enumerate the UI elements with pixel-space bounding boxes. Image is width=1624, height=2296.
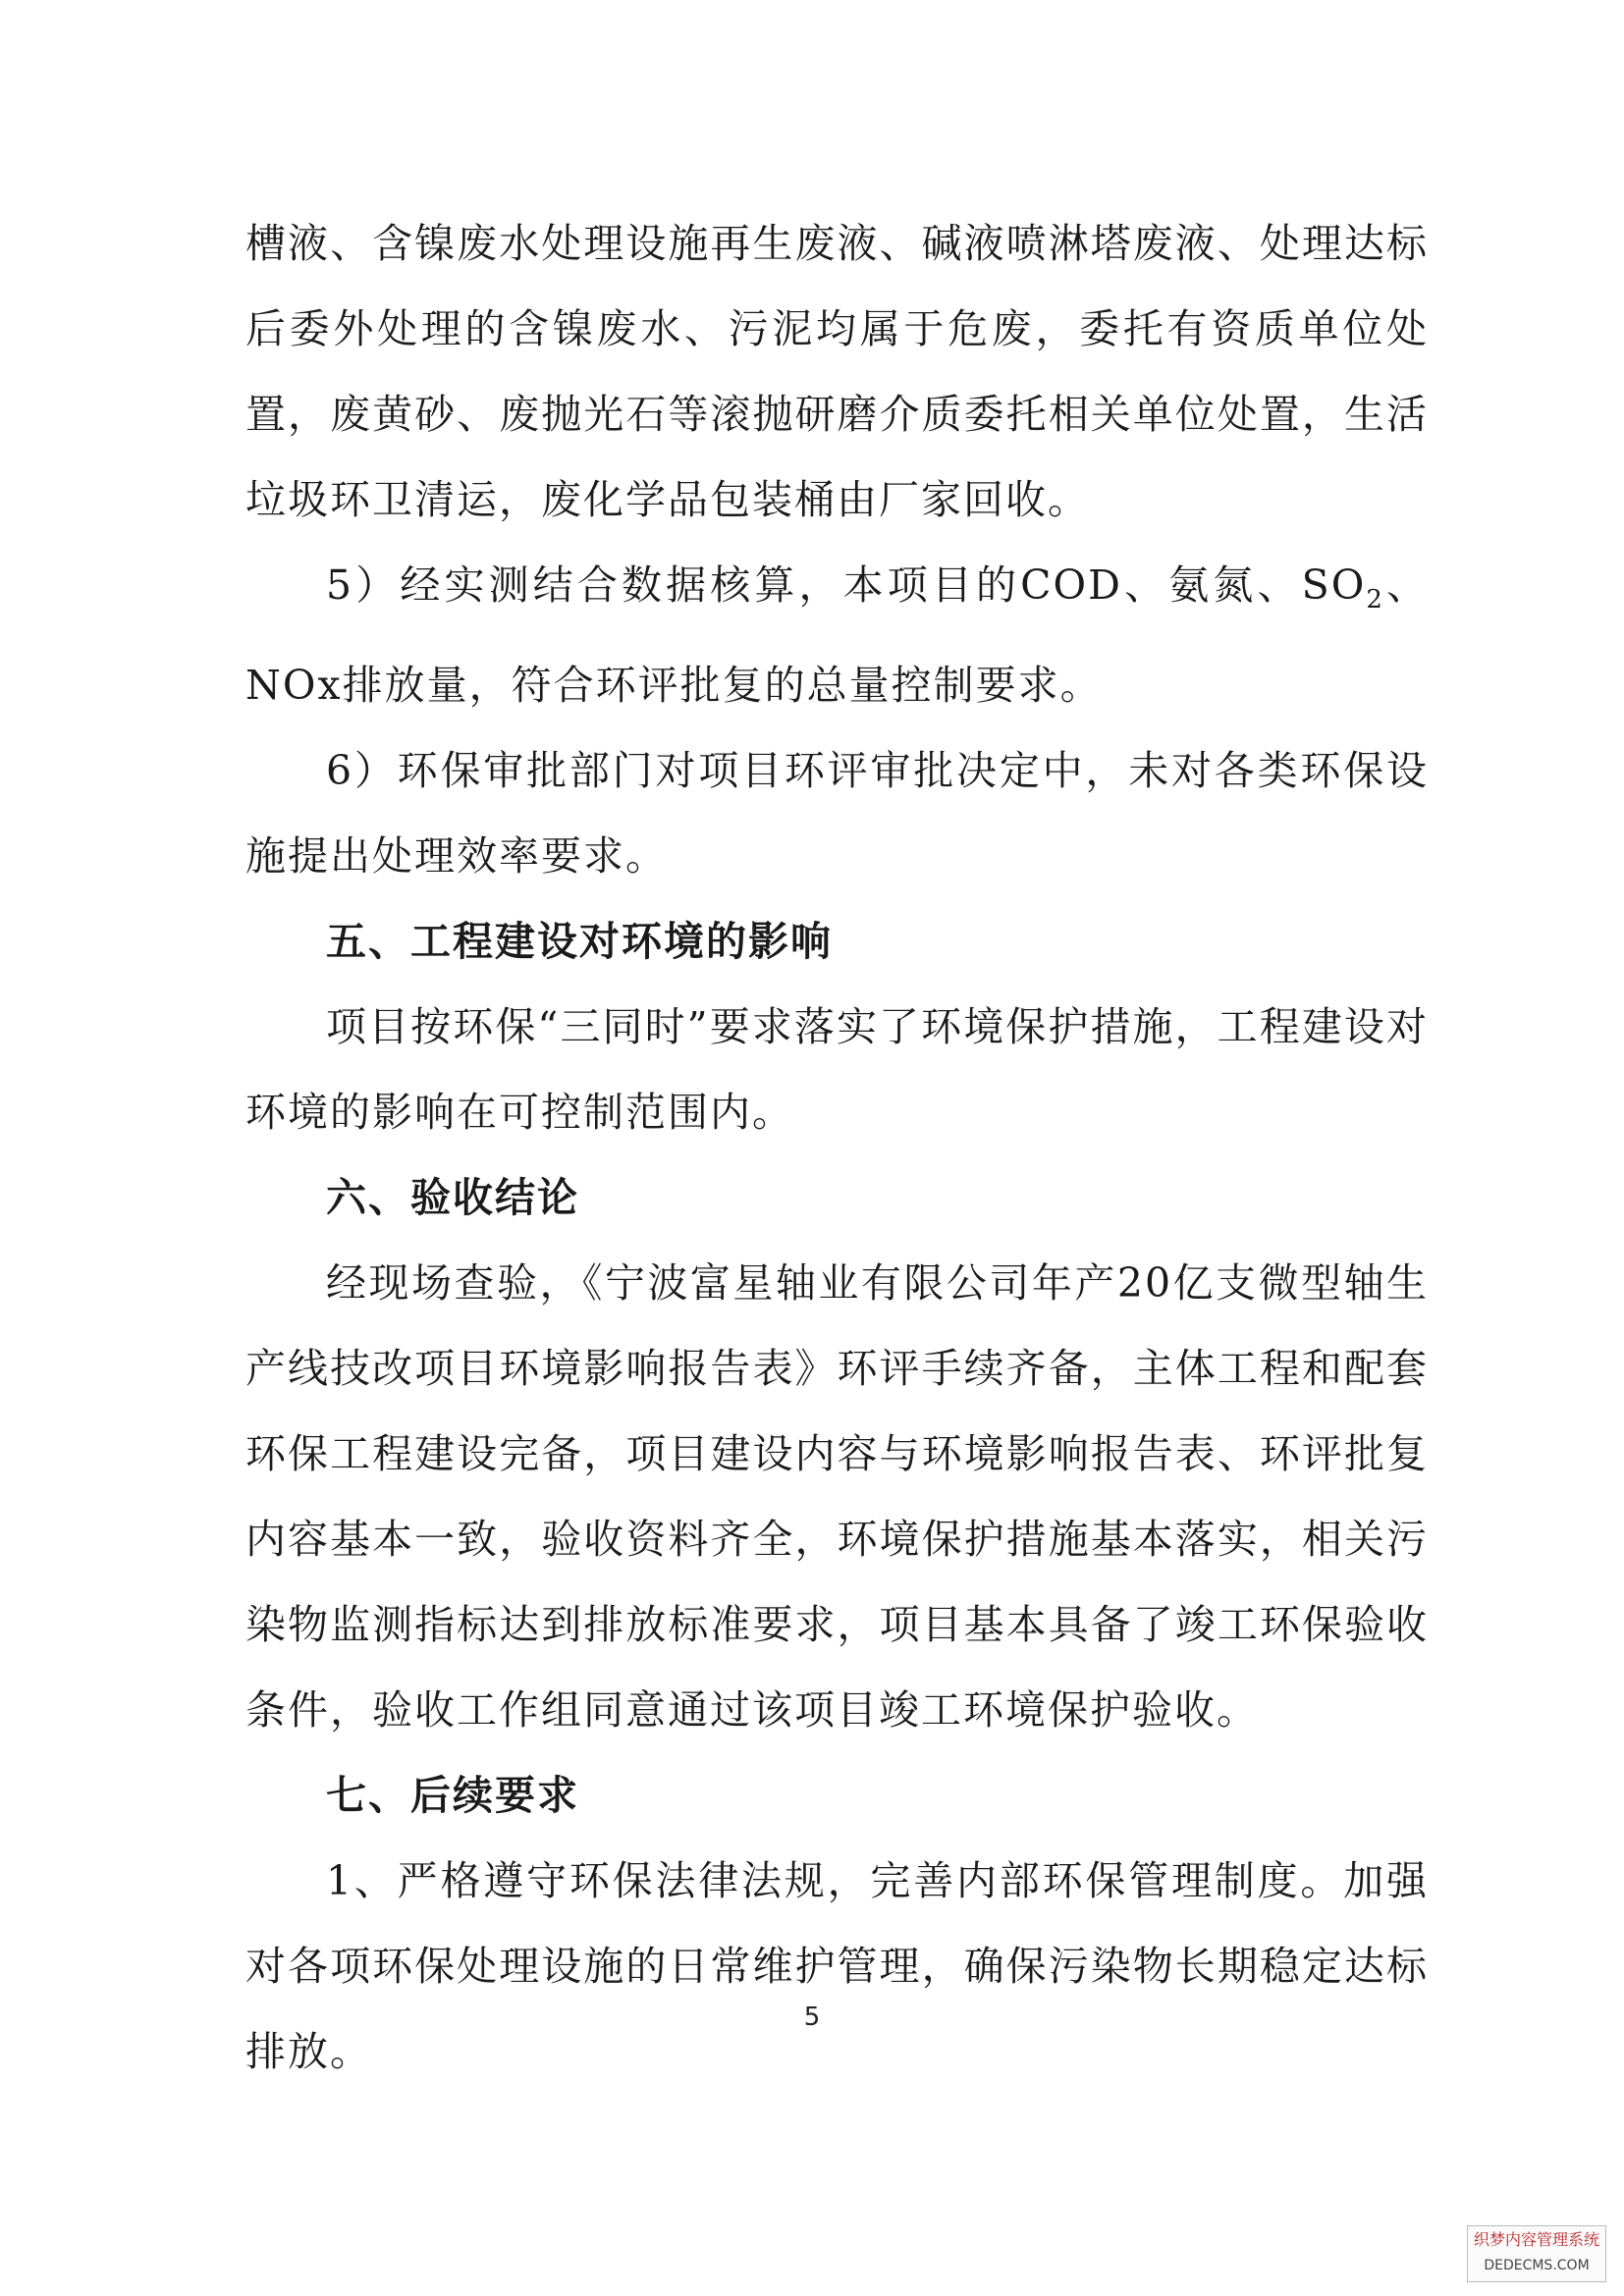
emission-text-start: 5）经实测结合数据核算，本项目的COD、氨氮、SO [326, 561, 1367, 609]
section-heading-follow-up: 七、后续要求 [326, 1772, 579, 1820]
watermark-line-1: 织梦内容管理系统 [1473, 2230, 1599, 2249]
watermark-line-2: DEDECMS.COM [1484, 2258, 1590, 2273]
page-number: 5 [803, 2002, 821, 2032]
paragraph-follow-up-1: 1、严格遵守环保法律法规，完善内部环保管理制度。加强对各项环保处理设施的日常维护管理，确保污染物长期稳定达标排放。 [245, 1857, 1429, 2076]
paragraph-emission-totals [245, 543, 1429, 728]
paragraph-environmental-impact: 项目按环保“三同时”要求落实了环境保护措施，工程建设对环境的影响在可控制范围内。 [245, 1003, 1429, 1137]
section-heading-acceptance-conclusion: 六、验收结论 [326, 1174, 579, 1222]
watermark-logo [1467, 2225, 1606, 2282]
so2-subscript: 2 [1366, 585, 1384, 615]
section-heading-environmental-impact: 五、工程建设对环境的影响 [326, 918, 833, 966]
emission-text-end: 、NOx排放量，符合环评批复的总量控制要求。 [245, 561, 1430, 710]
paragraph-waste-disposal: 槽液、含镍废水处理设施再生废液、碱液喷淋塔废液、处理达标后委外处理的含镍废水、污泥均属于危废，委托有资质单位处置，废黄砂、废抛光石等滚抛研磨介质委托相关单位处置，生活垃圾环卫清运，废化学品包装桶由厂家回收。 [245, 220, 1429, 523]
paragraph-acceptance-conclusion: 经现场查验，《宁波富星轴业有限公司年产20亿支微型轴生产线技改项目环境影响报告表》环评手续齐备，主体工程和配套环保工程建设完备，项目建设内容与环境影响报告表、环评批复内容基本一致，验收资料齐全，环境保护措施基本落实，相关污染物监测指标达到排放标准要求，项目基本具备了竣工环保验收条件，验收工作组同意通过该项目竣工环境保护验收。 [245, 1259, 1429, 1735]
paragraph-efficiency-requirement: 6）环保审批部门对项目环评审批决定中，未对各类环保设施提出处理效率要求。 [245, 747, 1429, 881]
document-body [245, 201, 1429, 2095]
